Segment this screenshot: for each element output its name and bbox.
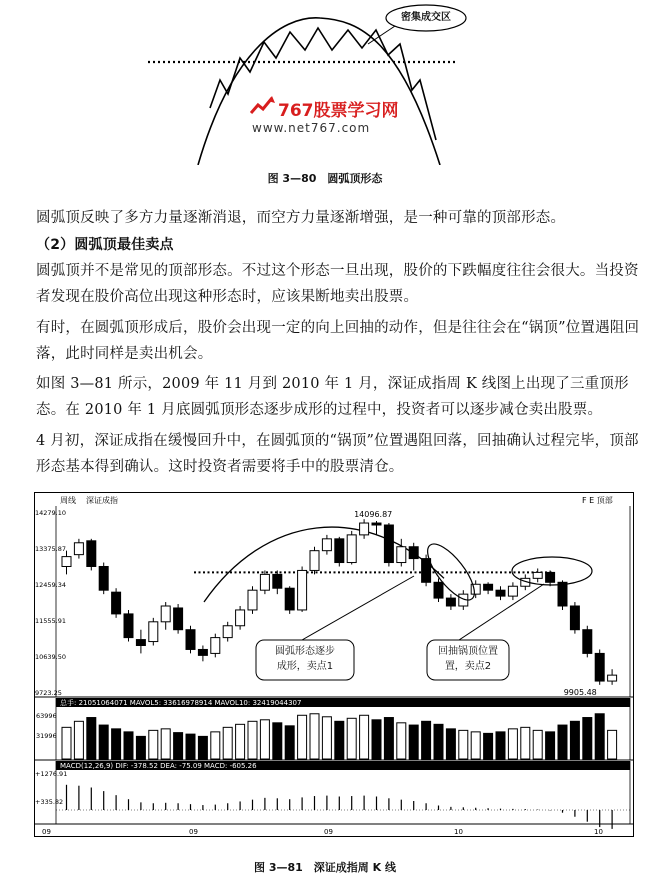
candle-body xyxy=(248,590,257,610)
candle-body xyxy=(397,547,406,563)
volume-bar xyxy=(223,727,232,759)
low-value-label: 9905.48 xyxy=(563,687,597,697)
candle-body xyxy=(608,675,617,681)
figure-3-81-chart xyxy=(34,492,634,837)
candle-body xyxy=(384,525,393,563)
volume-bar xyxy=(546,732,555,759)
volume-bar xyxy=(521,727,530,759)
volume-bar xyxy=(422,721,431,759)
volume-bar xyxy=(558,725,567,759)
volume-bar xyxy=(446,729,455,759)
volume-bar xyxy=(260,720,269,759)
candle-body xyxy=(87,541,96,567)
candle-body xyxy=(434,582,443,598)
watermark-logo-icon xyxy=(250,95,276,117)
volume-bar xyxy=(508,729,517,759)
volume-axis-label: 31996 xyxy=(36,732,57,740)
candle-body xyxy=(136,640,145,646)
volume-bar xyxy=(471,732,480,759)
callout1-line1: 圆弧形态逐步 xyxy=(275,646,335,657)
price-axis-label: 11555.91 xyxy=(35,617,67,625)
volume-bar xyxy=(186,734,195,759)
volume-bar xyxy=(409,725,418,759)
volume-bar xyxy=(484,733,493,759)
watermark-url: www.net767.com xyxy=(252,121,371,135)
candle-body xyxy=(74,543,83,555)
volume-bar xyxy=(285,726,294,759)
candle-body xyxy=(583,630,592,654)
candle-body xyxy=(236,610,245,626)
volume-bar xyxy=(136,736,145,759)
macd-axis-label: +1276.91 xyxy=(35,770,68,778)
candle-body xyxy=(533,572,542,578)
paragraph-2: 圆弧顶并不是常见的顶部形态。不过这个形态一旦出现，股价的下跌幅度往往会很大。当投资者发现在股价高位出现这种形态时，应该果断地卖出股票。 xyxy=(36,263,639,305)
paragraph-1: 圆弧顶反映了多方力量逐渐消退，而空方力量逐渐增强，是一种可靠的顶部形态。 xyxy=(36,210,566,226)
dense-zone-callout-label: 密集成交区 xyxy=(401,12,451,23)
volume-bar xyxy=(533,730,542,759)
candle-body xyxy=(360,523,369,535)
candle-body xyxy=(558,582,567,606)
volume-bar xyxy=(335,721,344,759)
candle-body xyxy=(174,608,183,630)
volume-bar xyxy=(298,715,307,759)
candle-body xyxy=(260,574,269,590)
time-axis-label: 09 xyxy=(42,828,51,836)
candle-body xyxy=(496,590,505,596)
price-axis-label: 9723.25 xyxy=(35,689,62,697)
candle-body xyxy=(471,584,480,594)
candle-body xyxy=(372,523,381,525)
volume-bar xyxy=(124,732,133,759)
candle-body xyxy=(508,586,517,596)
volume-bar xyxy=(608,730,617,759)
peak-value-label: 14096.87 xyxy=(354,510,393,520)
paragraph-5: 4 月初，深证成指在缓慢回升中，在圆弧顶的“锅顶”位置遇阻回落，回抽确认过程完毕，顶部形态基本得到确认。这时投资者需要将手中的股票清仓。 xyxy=(36,433,639,475)
candle-body xyxy=(310,551,319,571)
candle-body xyxy=(546,572,555,582)
volume-bar xyxy=(149,730,158,759)
volume-bar xyxy=(74,721,83,759)
callout2-line1: 回抽锅顶位置 xyxy=(438,646,498,657)
volume-bar xyxy=(211,732,220,759)
time-axis-label: 10 xyxy=(454,828,463,836)
volume-bar xyxy=(273,723,282,759)
volume-header: 总手: 21051064071 MAVOL5: 33616978914 MAVOL10: 32419044307 xyxy=(60,699,302,707)
volume-axis-label: 63996 xyxy=(36,712,57,720)
candle-body xyxy=(62,557,71,567)
chart-period-label: 周线 xyxy=(60,496,76,505)
candle-body xyxy=(149,622,158,642)
volume-bar xyxy=(236,724,245,759)
paragraph-4: 如图 3—81 所示，2009 年 11 月到 2010 年 1 月，深证成指周 K 线图上出现了三重顶形态。在 2010 年 1 月底圆弧顶形态逐步成形的过程中，投资者可以逐步减仓卖出股票。 xyxy=(36,376,629,418)
candle-body xyxy=(124,614,133,638)
time-axis-label: 09 xyxy=(189,828,198,836)
watermark-brand: 767股票学习网 xyxy=(278,101,399,121)
volume-bar xyxy=(322,717,331,759)
volume-bar xyxy=(583,718,592,759)
volume-bar xyxy=(570,721,579,759)
paragraph-3: 有时，在圆弧顶形成后，股价会出现一定的向上回抽的动作，但是往往会在“锅顶”位置遇阻回落，此时同样是卖出机会。 xyxy=(36,320,640,362)
time-axis-label: 10 xyxy=(594,828,603,836)
volume-bar xyxy=(310,714,319,759)
volume-bar xyxy=(112,729,121,759)
volume-bar xyxy=(174,733,183,759)
candle-body xyxy=(285,588,294,610)
candle-body xyxy=(484,584,493,590)
volume-bar xyxy=(496,732,505,759)
volume-bar xyxy=(595,714,604,759)
candle-body xyxy=(422,559,431,583)
volume-bar xyxy=(62,727,71,759)
candle-body xyxy=(409,547,418,559)
arc-top-curve xyxy=(198,18,440,165)
price-axis-label: 13375.87 xyxy=(35,545,67,553)
chart-index-name: 深证成指 xyxy=(86,496,118,505)
volume-bar xyxy=(384,718,393,759)
volume-bar xyxy=(360,715,369,759)
candle-body xyxy=(322,539,331,551)
sell-point-1-callout xyxy=(256,644,354,674)
candle-body xyxy=(595,653,604,681)
candle-body xyxy=(211,638,220,654)
volume-bar xyxy=(198,736,207,759)
price-axis-label: 14279.10 xyxy=(35,509,67,517)
section-heading: （2）圆弧顶最佳卖点 xyxy=(36,237,174,253)
volume-bar xyxy=(87,718,96,759)
candle-body xyxy=(198,649,207,655)
macd-header: MACD(12,26,9) DIF: -378.52 DEA: -75.09 MACD: -605.26 xyxy=(60,762,257,770)
figure-3-80-caption: 图 3—80 圆弧顶形态 xyxy=(267,172,383,185)
candle-body xyxy=(161,606,170,622)
chart-header-right: F E 顶部 xyxy=(582,496,613,505)
figure-3-80-diagram xyxy=(0,0,650,165)
figure-3-81-caption: 图 3—81 深证成指周 K 线 xyxy=(254,861,396,874)
candle-body xyxy=(570,606,579,630)
volume-bar xyxy=(161,729,170,759)
volume-bar xyxy=(347,718,356,759)
callout1-line2: 成形，卖点1 xyxy=(276,661,334,672)
candle-body xyxy=(112,592,121,614)
sell-point-2-callout xyxy=(427,644,509,674)
candle-body xyxy=(186,630,195,650)
candle-body xyxy=(335,539,344,563)
time-axis-label: 09 xyxy=(324,828,333,836)
volume-bar xyxy=(397,723,406,759)
volume-bar xyxy=(459,730,468,759)
candle-body xyxy=(223,626,232,638)
candle-body xyxy=(99,566,108,590)
candle-body xyxy=(446,598,455,606)
candle-body xyxy=(347,535,356,563)
callout2-line2: 置，卖点2 xyxy=(444,661,492,672)
macd-axis-label: +335.82 xyxy=(35,798,64,806)
volume-bar xyxy=(99,725,108,759)
volume-bar xyxy=(434,724,443,759)
price-axis-label: 10639.50 xyxy=(35,653,67,661)
candle-body xyxy=(298,570,307,610)
volume-bar xyxy=(372,720,381,759)
volume-bar xyxy=(248,721,257,759)
candle-body xyxy=(273,574,282,588)
price-axis-label: 12459.34 xyxy=(35,581,67,589)
